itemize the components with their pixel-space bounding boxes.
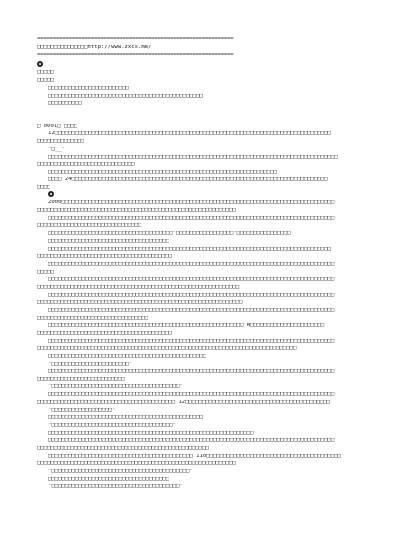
body-line: □□□□□□□□□□□□□□□□□□□□□□□□□□□□□□□□□□□□ [48, 239, 170, 244]
body-line: □□□□□□□□□□□□□□□□□□□□□□□□□□□□□□□□□□□□□□□□□□□□□□□□□□□□□□□□□□□□□□□□□□□□ [48, 170, 278, 175]
body-line: □□□□□□□□□□□□□□□□□□□□□□□□□□□□□□□□□□□□□□□□□□□□□□□□□□□□□□□□□□□□□□□□□□□□□□□□□□□□□□□□□□□□□ [48, 308, 335, 313]
gear-icon [48, 191, 54, 197]
body-line: □□□□□□□□□□□□□□□□□□□□□□□□□□□□□□□□□□□□□□□□□□□□□□□□□□□□□□□□□□□□□□□□□□□□□□□□□□□□□□□□□□□□□ [48, 438, 335, 443]
body-line: "□□□□□□□□□□□□□□□□□□□□□□□□□□□□□□□□□□□□" [48, 423, 176, 428]
body-line: □□□□□□□□□□□□□□□□□□□□□□□□□□□□□□□□□□□□□□□□□□□□□□□□□□□□□□□□□□ N□□□□□□□□□□□□□□□□□□□□□□ [48, 323, 325, 328]
body-line: □□□□□□□□□□□□□□□□□□□□□□□□□□□□□□□□□□□□□□□□□□□□□□□□□□□□□□□□□□□□□ [37, 300, 243, 305]
chapter-heading: □ 0001□ □□□□ [37, 124, 78, 129]
body-line: □□□□ [37, 185, 51, 190]
body-line: "□__" [48, 147, 65, 152]
meta-line-1: □□□□□ [37, 70, 54, 75]
body-line: □□□□ 24□□□□□□□□□□□□□□□□□□□□□□□□□□□□□□□□□□□□□□□□□□□□□□□□□□□□□□□□□□□□□□□□□□□□□□□□□□□□ [48, 177, 328, 182]
body-line: "□□□□□□□□□□□□□□□□□□□□□□□□□□□□□□□□□□□□□□" [48, 384, 183, 389]
gear-icon [37, 61, 43, 67]
body-line: 2000□□□□□□□□□□□□□□□□□□□□□□□□□□□□□□□□□□□□□□□□□□□□□□□□□□□□□□□□□□□□□□□□□□□□□□□□□□□□□□□□□ [48, 200, 335, 205]
body-line: □□□□□□□□□□□□□□□□□□□□□□□□□□□□□□□□□□□□□□□□□□□□□□□□□□□□□□□□□□□□□□□□□□□□□□□□□□□□□ [37, 346, 297, 351]
body-line: □□□□□□□□□□□□□□□□□□□□□□□□□□□□□□□□□□□□□□□□□□□□□□□□□□□□□□□□□□□□□ [48, 431, 254, 436]
body-line: □□□□□□□□□□□□□□□□□□□□□□□□□□□□□□□□□□□□□□□□ [37, 254, 172, 259]
body-line: □□□□□□□□□□□□□□□□□□□□□□□□□□□□□□□□□□□□□□□□□□□□□□ [48, 415, 203, 420]
body-line: □□□□□□□□□□□□□□□□□□□□□□□□□□□□□□□□□□□□□□□□□□□□□□□□□□□□□□□□□□□□□□□□□□□□□□□□□□□□□□□□□□□□□ [48, 216, 335, 221]
header-separator-bottom: ============================================================== [37, 53, 234, 58]
meta-line-2: □□□□□ [37, 78, 54, 83]
header-separator-top: ============================================================== [37, 37, 234, 42]
body-line: "□□□□□□□□□□□□□□□□□□□□□□□□□□□□□□□□□□□□□□□□□" [48, 469, 193, 474]
body-line: □□□□□□□□□□□□□□□□□□□□□□□□□□ [37, 377, 125, 382]
meta-line-3: □□□□□□□□□□□□□□□□□□□□□□□□ [48, 86, 129, 91]
body-line: □□□□□□□□□□□□□□ [37, 139, 85, 144]
body-line: □□□□□□□□□□□□□□□□□□□□□□□□□□□□□□□□□□□□□□□□□□□□□□□□□□□□□□□□□□□ [37, 461, 236, 466]
body-line: □□□□□□□□□□□□□□□□□□□□□□□□□□□□□□□□□□□□□□□□□□□□□□□□□□□□□□□□□□□□ [37, 285, 240, 290]
body-line: □□□□□□□□□□□□□□□□□□□□□□□□□□□□□□□ [37, 223, 142, 228]
body-line: "□□□□□□□□□□□□□□□□□□□□□□□□□□□□□□□□□□□□□□" [48, 484, 183, 489]
body-line: 12□□□□□□□□□□□□□□□□□□□□□□□□□□□□□□□□□□□□□□□□□□□□□□□□□□□□□□□□□□□□□□□□□□□□□□□□□□□□□□□□□□ [48, 131, 331, 136]
body-line: □□□□□□□□□□□□□□□□□□□□□□□□□□□□□ [37, 162, 135, 167]
body-line: □□□□□□□□□□□□□□□□□□□□□□□□□□□□□□□□□□□□□□□□□□□□□□□□□□□□□□□□□□□□□□□□□□□□□□□□□□□□□□□□□□□□□ [48, 277, 335, 282]
header-title-line: □□□□□□□□□□□□□□□http://www.zxcs.me/ [37, 45, 152, 50]
body-line: □□□□□□□□□□□□□□□□□□□□□□□□□□□□□□□□□□□□ [48, 477, 170, 482]
body-line: □□□□□□□□□□□□□□□□□□□□□□□□□□□□□□□□□□□□□□□□□□□□□□□□□□□□□□□□□□□□□□□□□□□□□□□□□□□□□□□□□□□□□ [48, 293, 335, 298]
body-line: □□□□□□□□□□□□□□□□□□□□□□□□□□□□□□□□□□□□□□□□□ 12□□□□□□□□□□□□□□□□□□□□□□□□□□□□□□□□□□□□□□□□□□□ [37, 400, 330, 405]
meta-line-5: □□□□□□□□□□ [48, 101, 82, 106]
body-line: "□□□□□□□□□□□□□□□□□□□□□□□" [48, 362, 133, 367]
body-line: □□□□□□□□□□□□□□□□□□□□□□□□□□□□□□□□□□□□□□□□ [37, 331, 172, 336]
body-line: □□□□□ [37, 270, 54, 275]
body-line: □□□□□□□□□□□□□□□□□□□□□□□□□□□□□□□□□□□□□□□□□□□ 110□□□□□□□□□□□□□□□□□□□□□□□□□□□□□□□□□□□□□□□□ [48, 454, 341, 459]
meta-line-4: □□□□□□□□□□□□□□□□□□□□□□□□□□□□□□□□□□□□□□□□□□□□□□ [48, 94, 203, 99]
body-line: □□□□□□□□□□□□□□□□□□□□□□□□□□□□□□□□□□□□□□□□□□□□□□□□□□□□□□□□□□□□□□□□□□□□□□□□□□□□□□□□□□□□□ [48, 262, 335, 267]
body-line: "□□□□□□□□□□□□□□□□□□" [48, 408, 116, 413]
body-line: □□□□□□□□□□□□□□□□□□□□□□□□□□□□□□□□□□□□□□□□□□□□□□□□□□□ [37, 446, 209, 451]
body-line: □□□□□□□□□□□□□□□□□□□□□□□□□□□□□□□□□□□□□□□□□□□□□□□□□□□□□□□□□□□ [37, 208, 236, 213]
body-line: □□□□□□□□□□□□□□□□□□□□□□□□□□□□□□□□□□□□□"□□□□□□□□□□□□□□□□□"□□□□□□□□□□□□□□□□ [48, 231, 291, 236]
body-line: □□□□□□□□□□□□□□□□□□□□□□□□□□□□□□□□□□□□□□□□□□□□□□□ [48, 354, 207, 359]
body-line: □□□□□□□□□□□□□□□□□□□□□□□□□□□□□□□□□□□□□□□□□□□□□□□□□□□□□□□□□□□□□□□□□□□□□□□□□□□□□□□□□□□□□ [48, 392, 335, 397]
body-line: □□□□□□□□□□□□□□□□□□□□□□□□□□□□□□□□□□□□□□□□□□□□□□□□□□□□□□□□□□□□□□□□□□□□□□□□□□□□□□□□□□□□ [48, 247, 331, 252]
body-line: □□□□□□□□□□□□□□□□□□□□□□□□□□□□□□□□□ [37, 316, 149, 321]
body-line: □□□□□□□□□□□□□□□□□□□□□□□□□□□□□□□□□□□□□□□□□□□□□□□□□□□□□□□□□□□□□□□□□□□□□□□□□□□□□□□□□□□□□ [48, 369, 335, 374]
body-line: □□□□□□□□□□□□□□□□□□□□□□□□□□□□□□□□□□□□□□□□□□□□□□□□□□□□□□□□□□□□□□□□□□□□□□□□□□□□□□□□□□□□□□ [48, 155, 338, 160]
body-line: □□□□□□□□□□□□□□□□□□□□□□□□□□□□□□□□□□□□□□□□□□□□□□□□□□□□□□□□□□□□□□□□□□□□□□□□□□□□□□□□□□□□□ [48, 339, 335, 344]
